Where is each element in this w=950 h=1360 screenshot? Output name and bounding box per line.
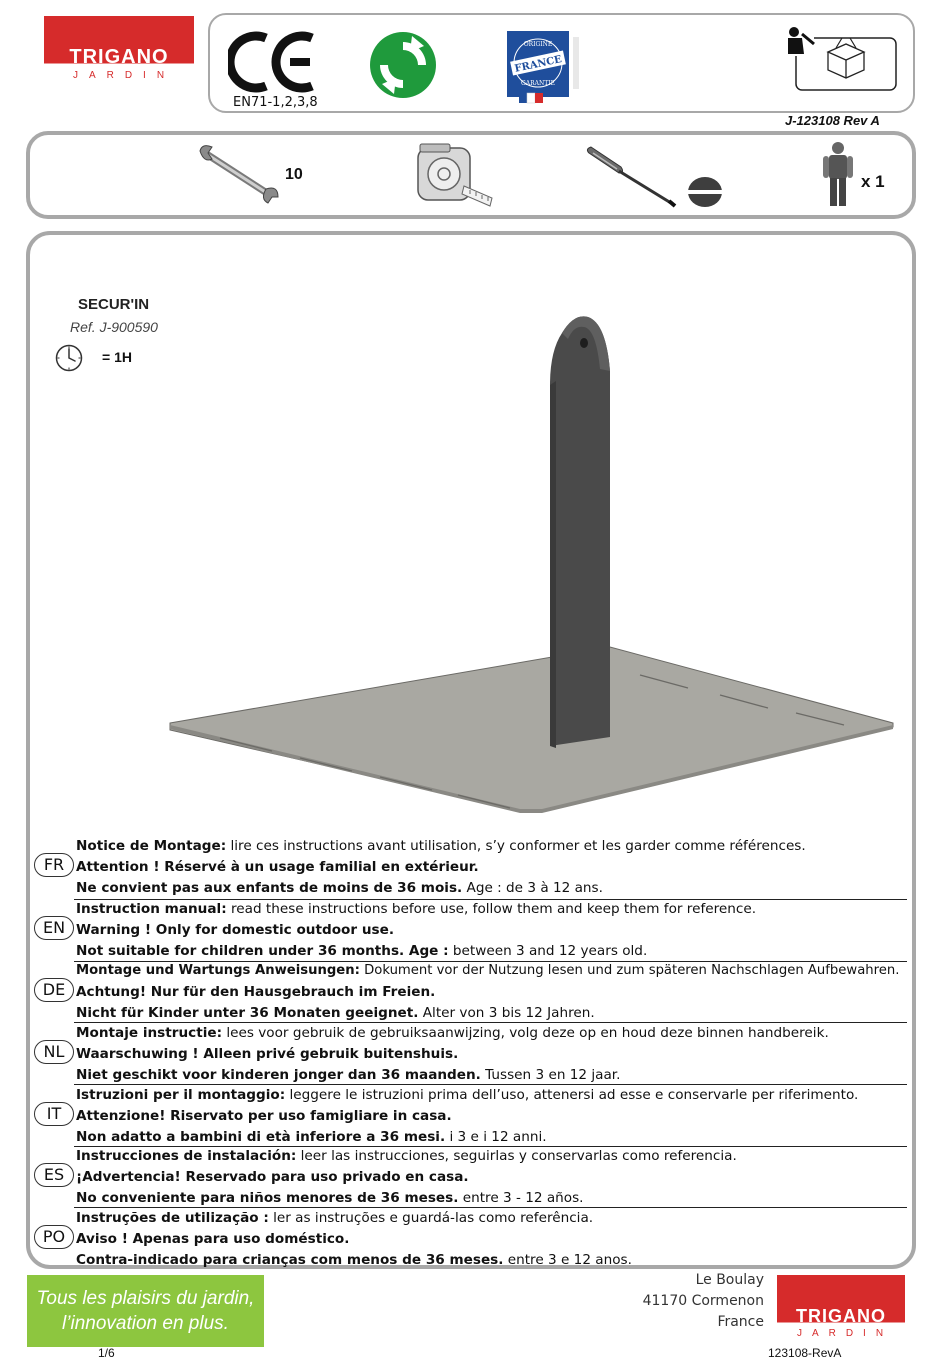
instruction-line-2: Attention ! Réservé à un usage familial en extérieur. xyxy=(76,859,479,875)
instructions-en xyxy=(34,901,909,963)
wrench-icon xyxy=(196,145,280,205)
instruction-line-1: Montage und Wartungs Anweisungen: Dokument vor der Nutzung lesen und zum späteren Nachschlagen Aufbewahren. xyxy=(76,963,900,978)
screwdriver-icon xyxy=(583,145,678,209)
instruction-line-1: Istruzioni per il montaggio: leggere le istruzioni prima dell’uso, attenersi ad esse e conservarle per riferimento. xyxy=(76,1087,859,1103)
instruction-line-3: Niet geschikt voor kinderen jonger dan 36 maanden. Tussen 3 en 12 jaar. xyxy=(76,1067,621,1083)
separator xyxy=(74,1207,907,1208)
slogan-line-2: l’innovation en plus. xyxy=(62,1313,229,1334)
page-number: 1/6 xyxy=(98,1346,115,1360)
badge-top-text: ORIGINE xyxy=(523,41,553,48)
language-code: EN xyxy=(34,916,74,940)
company-address xyxy=(643,1270,764,1333)
address-line-1: Le Boulay xyxy=(695,1272,764,1288)
logo-sub: JARDIN xyxy=(796,1328,894,1339)
instruction-line-1: Notice de Montage: lire ces instructions avant utilisation, s’y conformer et les garder comme références. xyxy=(76,838,806,854)
instruction-line-1: Montaje instructie: lees voor gebruik de gebruiksaanwijzing, volg deze op en houd deze binnen handbereik. xyxy=(76,1025,829,1041)
instruction-line-1: Instruções de utilização : ler as instruções e guardá-las como referência. xyxy=(76,1210,594,1226)
green-dot-recycle-icon xyxy=(368,30,438,100)
person-icon xyxy=(818,140,858,210)
slogan-line-1: Tous les plaisirs du jardin, xyxy=(36,1288,255,1309)
flat-head-tip-icon xyxy=(686,175,724,209)
instruction-line-1: Instrucciones de instalación: leer las instrucciones, seguirlas y conservarlas como referencia. xyxy=(76,1148,737,1164)
instruction-line-2: Achtung! Nur für den Hausgebrauch im Freien. xyxy=(76,984,436,1000)
slogan-banner xyxy=(27,1275,264,1347)
badge-middle-text: FRANCE xyxy=(513,54,563,75)
instruction-line-3: Not suitable for children under 36 months. Age : between 3 and 12 years old. xyxy=(76,943,648,959)
product-name: SECUR'IN xyxy=(78,296,150,313)
person-count-label: x 1 xyxy=(861,172,885,191)
instructions-po xyxy=(34,1210,909,1272)
instruction-line-3: Nicht für Kinder unter 36 Monaten geeignet. Alter von 3 bis 12 Jahren. xyxy=(76,1005,595,1021)
instruction-line-3: Ne convient pas aux enfants de moins de 36 mois. Age : de 3 à 12 ans. xyxy=(76,880,603,896)
instructions-es xyxy=(34,1148,909,1210)
clock-icon xyxy=(54,343,84,373)
language-code: FR xyxy=(34,853,74,877)
instructions-fr xyxy=(34,838,909,900)
logo-brand: TRIGANO xyxy=(796,1306,886,1326)
instruction-line-2: ¡Advertencia! Reservado para uso privado en casa. xyxy=(76,1169,469,1185)
wrench-size-label: 10 xyxy=(285,166,303,183)
assembly-duration: = 1H xyxy=(102,349,132,365)
logo-brand: TRIGANO xyxy=(69,46,169,68)
instruction-line-3: Non adatto a bambini di età inferiore a 36 mesi. i 3 e i 12 anni. xyxy=(76,1129,547,1145)
separator xyxy=(74,1022,907,1023)
instruction-line-3: No conveniente para niños menores de 36 meses. entre 3 - 12 años. xyxy=(76,1190,584,1206)
trigano-logo-top xyxy=(44,16,194,84)
tape-measure-icon xyxy=(414,142,496,210)
origine-france-garantie-badge xyxy=(505,29,587,105)
separator xyxy=(74,1146,907,1147)
separator xyxy=(74,899,907,900)
packaging-disposal-icon xyxy=(780,22,900,94)
address-line-2: 41170 Cormenon xyxy=(642,1293,764,1309)
ce-standard-label: EN71-1,2,3,8 xyxy=(233,95,318,110)
badge-bottom-text: GARANTIE xyxy=(521,80,555,87)
instructions-nl xyxy=(34,1025,909,1087)
ce-mark-icon xyxy=(228,30,318,94)
instructions-de xyxy=(34,963,909,1025)
footer-reference: 123108-RevA xyxy=(768,1346,842,1360)
trigano-logo-bottom xyxy=(777,1275,905,1341)
address-line-3: France xyxy=(717,1314,764,1330)
instruction-line-3: Contra-indicado para crianças com menos de 36 meses. entre 3 e 12 anos. xyxy=(76,1252,632,1268)
language-code: DE xyxy=(34,978,74,1002)
logo-sub: JARDIN xyxy=(72,70,176,81)
language-code: PO xyxy=(34,1225,74,1249)
language-code: IT xyxy=(34,1102,74,1126)
instruction-line-2: Attenzione! Riservato per uso famigliare in casa. xyxy=(76,1108,452,1124)
instruction-line-2: Warning ! Only for domestic outdoor use. xyxy=(76,922,394,938)
product-reference: Ref. J-900590 xyxy=(70,319,158,335)
separator xyxy=(74,961,907,962)
instruction-line-2: Waarschuwing ! Alleen privé gebruik buitenshuis. xyxy=(76,1046,459,1062)
securin-product-illustration xyxy=(160,305,900,820)
instructions-it xyxy=(34,1087,909,1149)
document-reference: J-123108 Rev A xyxy=(785,113,880,128)
language-code: NL xyxy=(34,1040,74,1064)
separator xyxy=(74,1084,907,1085)
language-code: ES xyxy=(34,1163,74,1187)
instruction-line-1: Instruction manual: read these instructions before use, follow them and keep them for reference. xyxy=(76,901,757,917)
instruction-line-2: Aviso ! Apenas para uso doméstico. xyxy=(76,1231,350,1247)
